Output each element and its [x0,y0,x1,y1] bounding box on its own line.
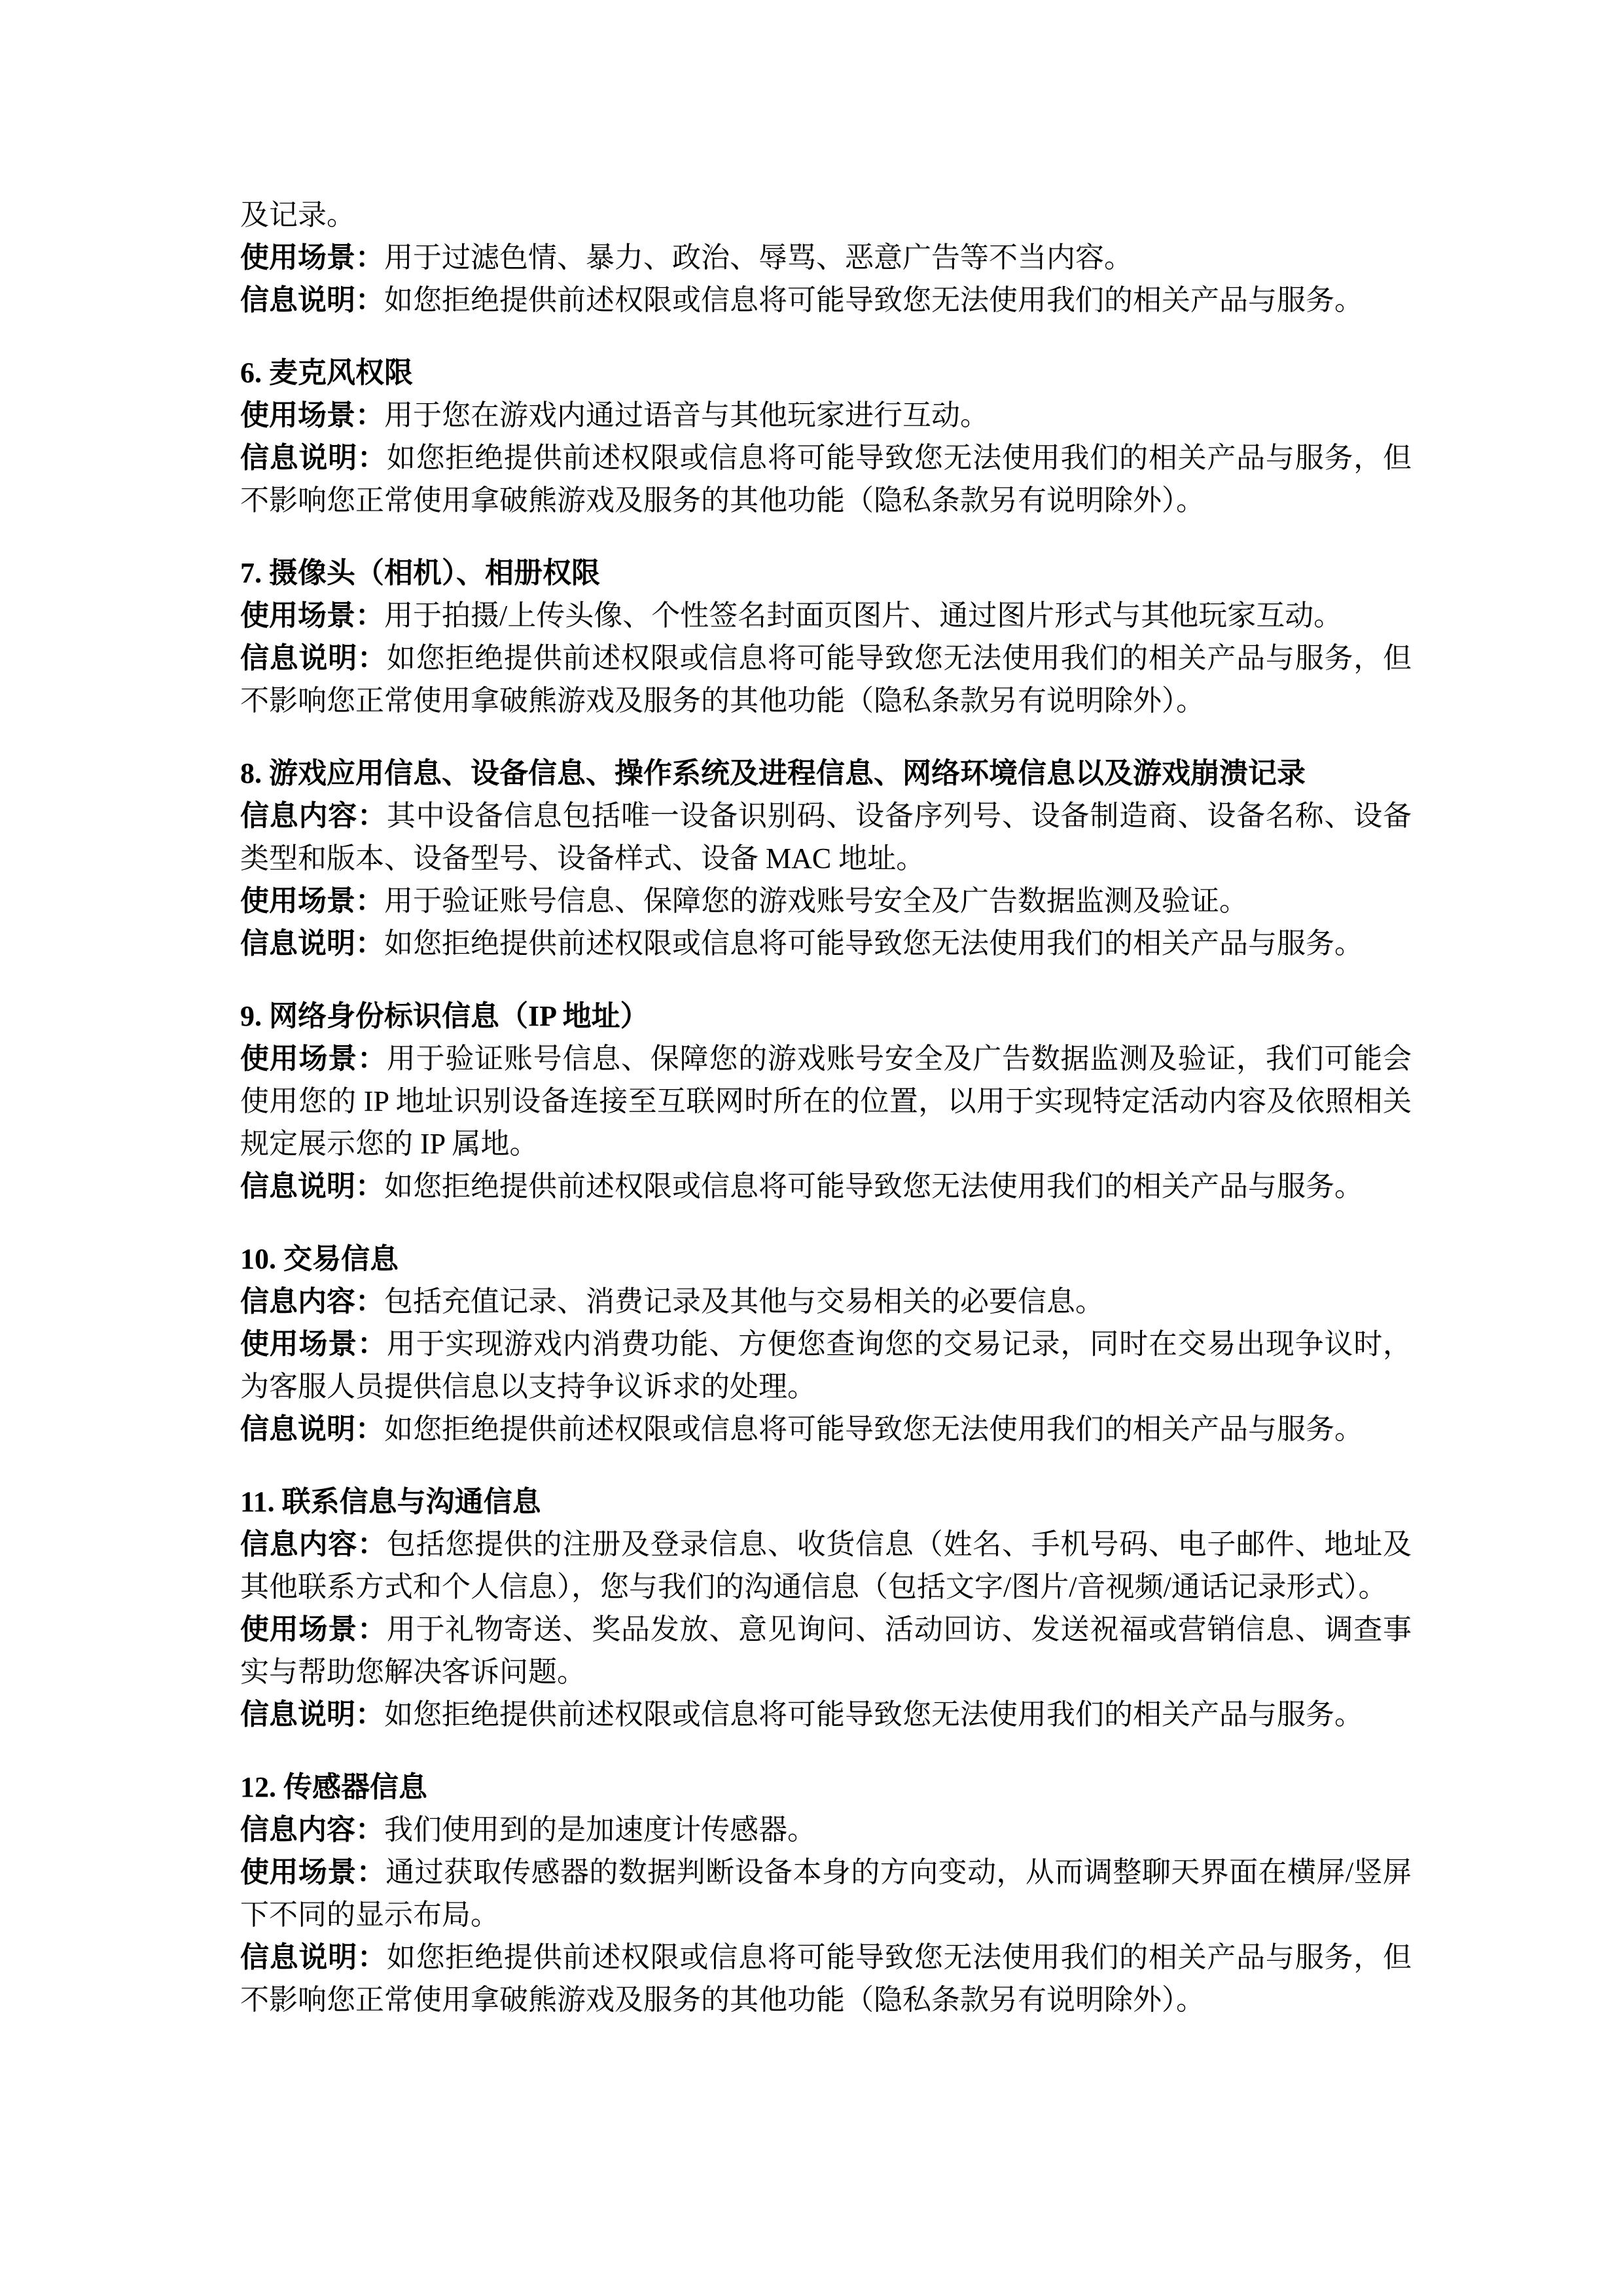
paragraph [240,279,1412,321]
field-label: 信息说明： [240,442,387,474]
section-heading: 8. 游戏应用信息、设备信息、操作系统及进程信息、网络环境信息以及游戏崩溃记录 [240,757,1306,789]
field-text: 如您拒绝提供前述权限或信息将可能导致您无法使用我们的相关产品与服务。 [384,1170,1363,1202]
field-label: 使用场景： [240,1043,387,1075]
paragraph [240,1523,1412,1608]
field-label: 使用场景： [240,885,384,917]
paragraph [240,194,1412,236]
paragraph [240,1808,1412,1851]
field-label: 信息说明： [240,1170,384,1202]
field-text: 如您拒绝提供前述权限或信息将可能导致您无法使用我们的相关产品与服务，但不影响您正常使用拿破熊游戏及服务的其他功能（隐私条款另有说明除外）。 [240,442,1412,516]
field-label: 信息内容： [240,800,387,832]
field-text: 如您拒绝提供前述权限或信息将可能导致您无法使用我们的相关产品与服务。 [384,1698,1363,1731]
field-text: 如您拒绝提供前述权限或信息将可能导致您无法使用我们的相关产品与服务，但不影响您正常使用拿破熊游戏及服务的其他功能（隐私条款另有说明除外）。 [240,642,1412,717]
field-text: 及记录。 [240,199,355,231]
paragraph [240,437,1412,522]
section-heading: 11. 联系信息与沟通信息 [240,1486,541,1518]
paragraph [240,1165,1412,1208]
paragraph [240,394,1412,437]
field-label: 信息内容： [240,1814,384,1846]
field-text: 通过获取传感器的数据判断设备本身的方向变动，从而调整聊天界面在横屏/竖屏下不同的显示布局。 [240,1856,1412,1931]
field-text: 我们使用到的是加速度计传感器。 [384,1814,816,1846]
field-label: 信息内容： [240,1285,384,1318]
paragraph [240,1037,1412,1165]
field-text: 包括充值记录、消费记录及其他与交易相关的必要信息。 [384,1285,1104,1318]
field-label: 信息说明： [240,642,387,674]
paragraph [240,1280,1412,1323]
field-label: 信息说明： [240,1413,384,1445]
paragraph [240,236,1412,279]
field-label: 信息说明： [240,927,384,960]
paragraph [240,1936,1412,2021]
field-text: 其中设备信息包括唯一设备识别码、设备序列号、设备制造商、设备名称、设备类型和版本、设备型号、设备样式、设备 MAC 地址。 [240,800,1412,874]
paragraph [240,594,1412,637]
field-text: 包括您提供的注册及登录信息、收货信息（姓名、手机号码、电子邮件、地址及其他联系方式和个人信息），您与我们的沟通信息（包括文字/图片/音视频/通话记录形式）。 [240,1528,1412,1603]
section-heading: 10. 交易信息 [240,1243,399,1275]
section-heading: 12. 传感器信息 [240,1771,427,1803]
field-label: 信息说明： [240,1698,384,1731]
paragraph [240,1408,1412,1450]
field-label: 信息说明： [240,1941,387,1973]
document-body [240,194,1412,2021]
section-heading: 6. 麦克风权限 [240,357,413,389]
field-text: 如您拒绝提供前述权限或信息将可能导致您无法使用我们的相关产品与服务。 [384,927,1363,960]
field-label: 使用场景： [240,242,384,274]
field-text: 用于验证账号信息、保障您的游戏账号安全及广告数据监测及验证，我们可能会使用您的 IP 地址识别设备连接至互联网时所在的位置，以用于实现特定活动内容及依照相关规定展示您的 IP 属地。 [240,1043,1412,1160]
paragraph [240,795,1412,880]
field-label: 使用场景： [240,600,384,632]
field-text: 如您拒绝提供前述权限或信息将可能导致您无法使用我们的相关产品与服务。 [384,284,1363,316]
field-label: 信息内容： [240,1528,387,1560]
paragraph [240,637,1412,722]
paragraph [240,1608,1412,1693]
field-text: 用于实现游戏内消费功能、方便您查询您的交易记录，同时在交易出现争议时，为客服人员提供信息以支持争议诉求的处理。 [240,1328,1412,1403]
field-text: 用于过滤色情、暴力、政治、辱骂、恶意广告等不当内容。 [384,242,1133,274]
field-label: 使用场景： [240,399,384,431]
section-heading: 7. 摄像头（相机）、相册权限 [240,557,600,589]
field-text: 用于拍摄/上传头像、个性签名封面页图片、通过图片形式与其他玩家互动。 [384,600,1343,632]
field-text: 如您拒绝提供前述权限或信息将可能导致您无法使用我们的相关产品与服务。 [384,1413,1363,1445]
field-label: 使用场景： [240,1856,386,1888]
paragraph [240,1323,1412,1408]
paragraph [240,922,1412,965]
field-text: 用于礼物寄送、奖品发放、意见询问、活动回访、发送祝福或营销信息、调查事实与帮助您解决客诉问题。 [240,1613,1412,1688]
field-text: 用于您在游戏内通过语音与其他玩家进行互动。 [384,399,989,431]
field-label: 使用场景： [240,1328,387,1360]
section-heading: 9. 网络身份标识信息（IP 地址） [240,1000,649,1032]
field-label: 信息说明： [240,284,384,316]
field-label: 使用场景： [240,1613,387,1645]
paragraph [240,1851,1412,1936]
paragraph [240,880,1412,922]
field-text: 用于验证账号信息、保障您的游戏账号安全及广告数据监测及验证。 [384,885,1248,917]
paragraph [240,1693,1412,1736]
field-text: 如您拒绝提供前述权限或信息将可能导致您无法使用我们的相关产品与服务，但不影响您正常使用拿破熊游戏及服务的其他功能（隐私条款另有说明除外）。 [240,1941,1412,2016]
